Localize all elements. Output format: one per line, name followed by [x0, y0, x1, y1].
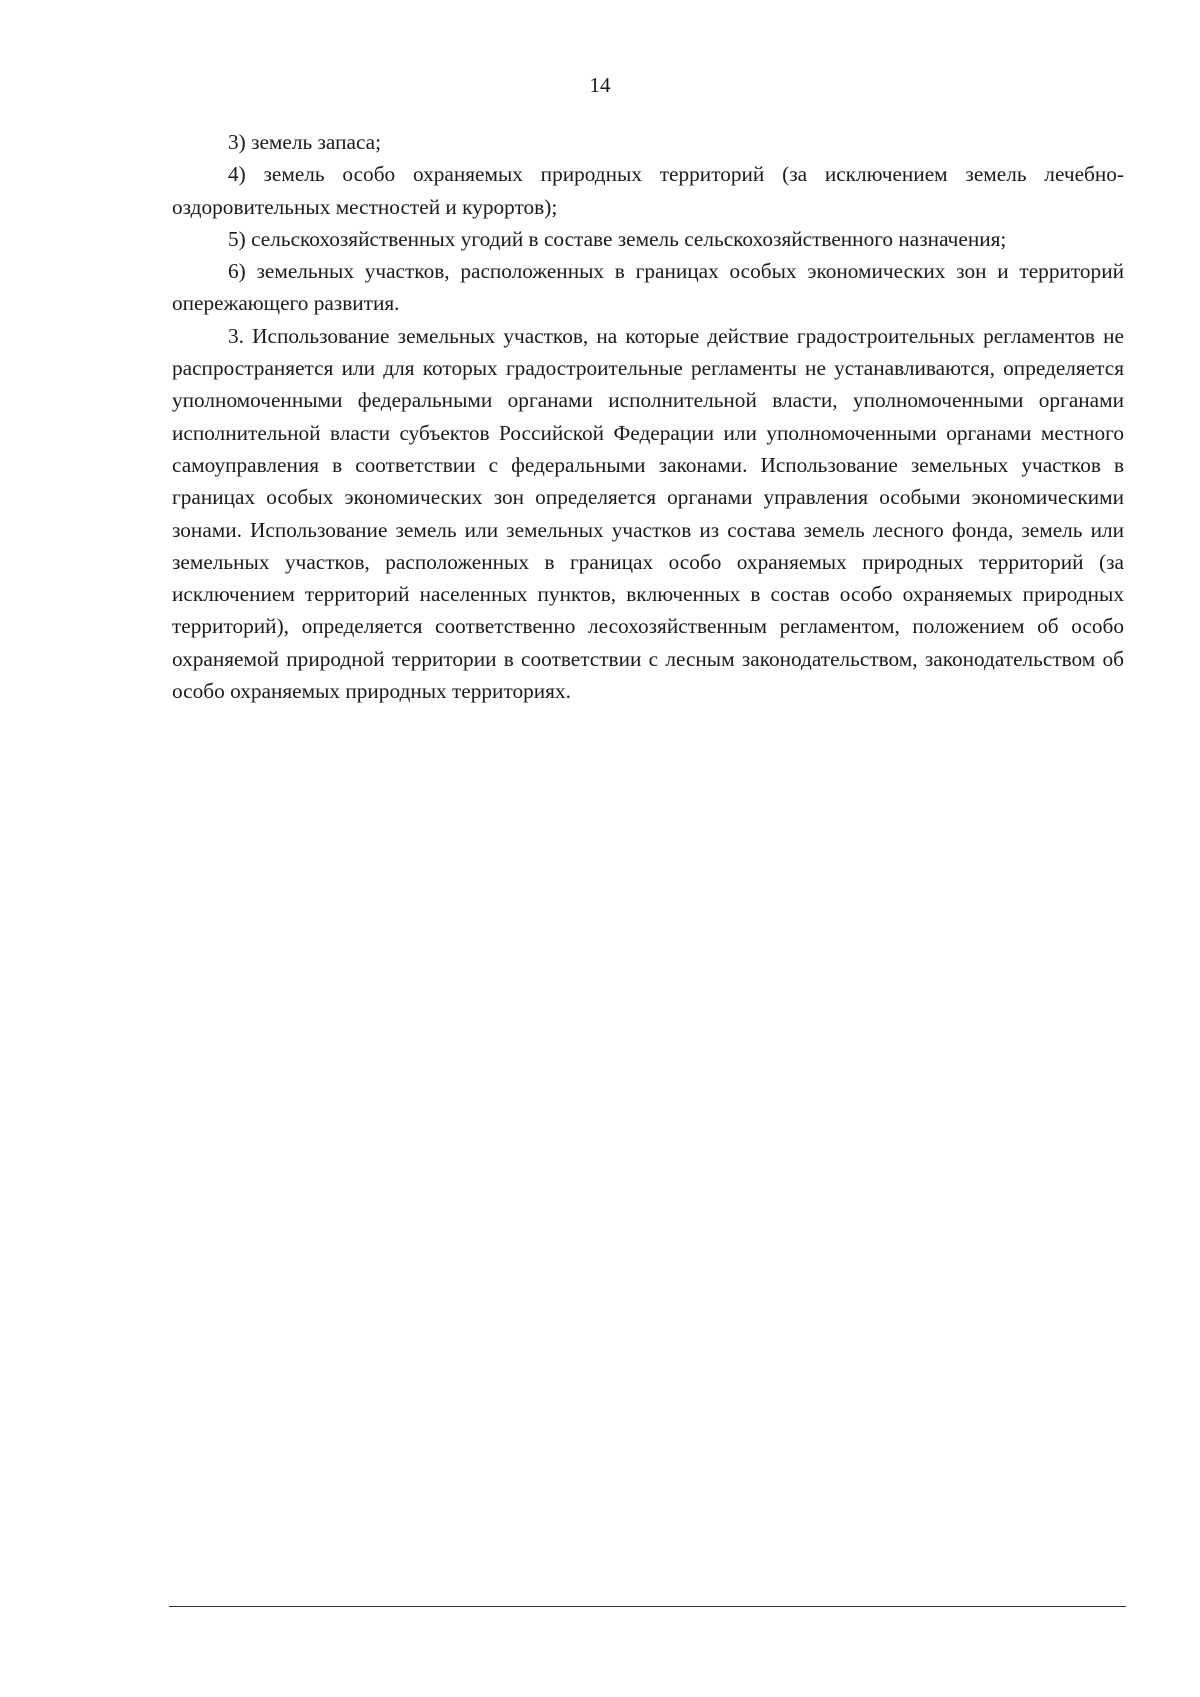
- paragraph-section-3: 3. Использование земельных участков, на которые действие градостроительных регламентов не распространяется или для которых градостроительные регламенты не устанавливаются, определяется уполномоченными федеральными органами исполнительной власти, уполномоченными органами исполнительной власти субъектов Российской Федерации или уполномоченными органами местного самоуправления в соответствии с федеральными законами. Использование земельных участков в границах особых экономических зон определяется органами управления особыми экономическими зонами. Использование земель или земельных участков из состава земель лесного фонда, земель или земельных участков, расположенных в границах особо охраняемых природных территорий (за исключением территорий населенных пунктов, включенных в состав особо охраняемых природных территорий), определяется соответственно лесохозяйственным регламентом, положением об особо охраняемой природной территории в соответствии с лесным законодательством, законодательством об особо охраняемых природных территориях.: [172, 323, 1124, 704]
- list-item-agricultural-lands: 5) сельскохозяйственных угодий в составе земель сельскохозяйственного назначения;: [228, 226, 1007, 251]
- page-number: 14: [589, 73, 611, 97]
- list-item-economic-zones: 6) земельных участков, расположенных в границах особых экономических зон и территорий опережающего развития.: [172, 259, 1124, 316]
- footer-divider: [169, 1606, 1126, 1607]
- document-body: [172, 126, 1124, 707]
- list-item-protected-territories: 4) земель особо охраняемых природных территорий (за исключением земель лечебно-оздоровительных местностей и курортов);: [172, 162, 1124, 219]
- list-item-land-reserve: 3) земель запаса;: [228, 130, 382, 154]
